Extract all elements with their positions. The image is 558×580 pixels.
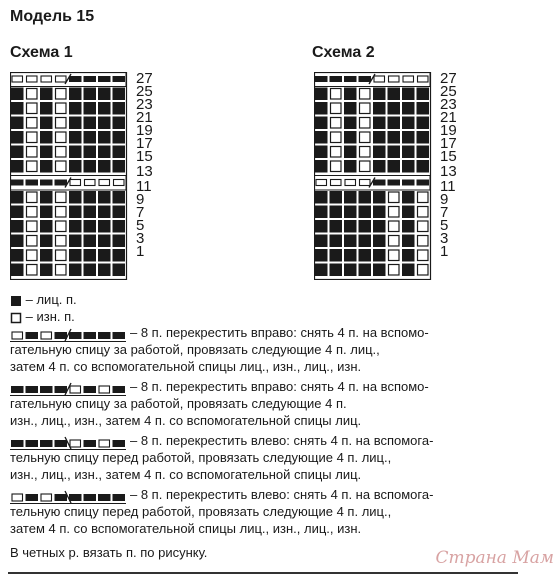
knit-cell bbox=[113, 220, 126, 233]
purl-cell bbox=[56, 132, 67, 143]
knit-cell bbox=[315, 206, 328, 219]
purl-mark bbox=[12, 332, 23, 339]
purl-cell bbox=[56, 147, 67, 158]
knit-cell bbox=[388, 146, 401, 159]
knit-cell bbox=[330, 206, 343, 219]
knit-cell bbox=[84, 264, 97, 277]
knit-mark bbox=[55, 332, 68, 339]
schema-2-title: Схема 2 bbox=[312, 44, 375, 61]
knit-cell bbox=[402, 235, 415, 248]
knit-cell bbox=[69, 102, 82, 115]
purl-mark bbox=[70, 386, 81, 393]
knit-mark bbox=[55, 494, 68, 501]
knit-cell bbox=[344, 146, 357, 159]
knit-cell bbox=[373, 206, 386, 219]
purl-mark bbox=[70, 440, 81, 447]
knit-cell bbox=[98, 160, 111, 173]
purl-mark bbox=[12, 494, 23, 501]
knit-cell bbox=[359, 264, 372, 277]
description-line: затем 4 п. со вспомогательной спицы лиц., изн., лиц., изн. bbox=[10, 359, 362, 374]
knit-cell bbox=[344, 88, 357, 101]
knit-cell bbox=[373, 117, 386, 130]
purl-mark bbox=[41, 494, 52, 501]
knit-cell bbox=[113, 117, 126, 130]
knit-cell bbox=[113, 235, 126, 248]
knit-cell bbox=[84, 131, 97, 144]
knit-cell bbox=[402, 249, 415, 262]
schema-1-row-numbers bbox=[136, 72, 153, 258]
knit-cell bbox=[40, 264, 53, 277]
knit-cell bbox=[69, 235, 82, 248]
purl-stitch-icon bbox=[10, 312, 22, 324]
purl-cell bbox=[331, 132, 342, 143]
cable-description-2 bbox=[130, 378, 429, 395]
row-number: 13 bbox=[136, 163, 153, 180]
knit-cell bbox=[11, 206, 24, 219]
row-number: 19 bbox=[440, 122, 457, 139]
knit-cell bbox=[11, 146, 24, 159]
knit-mark bbox=[26, 494, 39, 501]
purl-cell bbox=[331, 103, 342, 114]
cable-description-4-cont bbox=[10, 503, 391, 537]
purl-cell bbox=[56, 161, 67, 172]
schema-2-chart bbox=[314, 72, 432, 280]
knit-mark bbox=[26, 386, 39, 393]
row-number: 15 bbox=[136, 148, 153, 165]
row-number: 11 bbox=[136, 178, 152, 195]
knit-cell bbox=[402, 160, 415, 173]
row-number: 21 bbox=[440, 109, 457, 126]
purl-cell bbox=[27, 132, 38, 143]
cable-description-2-cont bbox=[10, 395, 361, 429]
row-number: 27 bbox=[136, 70, 153, 87]
knit-cell bbox=[69, 206, 82, 219]
purl-cell bbox=[331, 118, 342, 129]
knit-cell bbox=[359, 220, 372, 233]
knit-cell bbox=[330, 235, 343, 248]
knit-cell bbox=[98, 220, 111, 233]
knit-cell bbox=[373, 102, 386, 115]
purl-cell bbox=[418, 250, 429, 261]
row-number: 11 bbox=[440, 178, 456, 195]
purl-cell bbox=[27, 236, 38, 247]
row-number: 3 bbox=[136, 230, 145, 247]
knit-cell bbox=[98, 131, 111, 144]
row-number: 5 bbox=[440, 217, 449, 234]
knit-cell bbox=[402, 191, 415, 204]
knit-cell bbox=[315, 131, 328, 144]
knit-cell bbox=[84, 220, 97, 233]
knit-cell bbox=[373, 235, 386, 248]
purl-cell bbox=[56, 118, 67, 129]
knit-cell bbox=[11, 117, 24, 130]
schema-2-row-numbers bbox=[440, 72, 457, 258]
cable-description-1-cont bbox=[10, 341, 380, 375]
purl-cell bbox=[418, 221, 429, 232]
schema-2-grid bbox=[314, 72, 432, 280]
purl-cell bbox=[56, 207, 67, 218]
legend-knit bbox=[10, 292, 77, 308]
knit-mark bbox=[98, 494, 111, 501]
purl-cell bbox=[389, 265, 400, 276]
cable-left-knit-icon bbox=[10, 436, 128, 450]
knit-mark bbox=[11, 386, 24, 393]
knit-cell bbox=[344, 264, 357, 277]
purl-cell bbox=[27, 265, 38, 276]
knit-cell bbox=[69, 249, 82, 262]
knit-cell bbox=[373, 249, 386, 262]
row-number: 19 bbox=[136, 122, 153, 139]
knit-cell bbox=[402, 206, 415, 219]
knit-cell bbox=[69, 117, 82, 130]
knit-cell bbox=[315, 220, 328, 233]
knit-cell bbox=[373, 146, 386, 159]
row-number: 25 bbox=[440, 83, 457, 100]
knit-cell bbox=[344, 235, 357, 248]
knit-mark bbox=[84, 440, 97, 447]
knit-cell bbox=[330, 249, 343, 262]
knit-cell bbox=[40, 88, 53, 101]
purl-cell bbox=[56, 103, 67, 114]
row-number: 23 bbox=[136, 96, 153, 113]
knit-mark bbox=[98, 332, 111, 339]
knit-cell bbox=[113, 102, 126, 115]
knit-cell bbox=[84, 102, 97, 115]
purl-cell bbox=[27, 118, 38, 129]
knit-cell bbox=[113, 131, 126, 144]
knit-mark bbox=[84, 386, 97, 393]
cable-description-1 bbox=[130, 324, 429, 341]
row-number: 23 bbox=[440, 96, 457, 113]
knit-cell bbox=[113, 146, 126, 159]
purl-cell bbox=[27, 207, 38, 218]
knit-cell bbox=[373, 264, 386, 277]
watermark: Страна Мам bbox=[435, 548, 554, 568]
description-line: – 8 п. перекрестить влево: снять 4 п. на вспомога- bbox=[130, 433, 434, 448]
knit-cell bbox=[315, 117, 328, 130]
knit-cell bbox=[113, 264, 126, 277]
knit-cell bbox=[330, 220, 343, 233]
purl-cell bbox=[360, 147, 371, 158]
knit-cell bbox=[98, 117, 111, 130]
schema-1-grid bbox=[10, 72, 128, 280]
row-number: 9 bbox=[440, 191, 449, 208]
description-line: гательную спицу за работой, провязать следующие 4 п. лиц., bbox=[10, 342, 380, 357]
knit-cell bbox=[113, 206, 126, 219]
description-line: – 8 п. перекрестить вправо: снять 4 п. на вспомо- bbox=[130, 379, 429, 394]
row-number: 13 bbox=[440, 163, 457, 180]
cable-left-purl-icon bbox=[10, 490, 128, 504]
knit-cell bbox=[113, 88, 126, 101]
purl-cell bbox=[56, 236, 67, 247]
knit-cell bbox=[98, 88, 111, 101]
cable-right-purl-icon bbox=[10, 382, 128, 396]
knit-mark bbox=[113, 386, 126, 393]
knit-cell bbox=[84, 191, 97, 204]
cable-description-3 bbox=[130, 432, 433, 449]
knit-cell bbox=[315, 235, 328, 248]
row-number: 17 bbox=[440, 135, 457, 152]
description-line: изн., лиц., изн., затем 4 п. со вспомогательной спицы лиц. bbox=[10, 413, 362, 428]
knit-cell bbox=[344, 102, 357, 115]
schema-1-title: Схема 1 bbox=[10, 44, 73, 61]
purl-cell bbox=[360, 118, 371, 129]
purl-cell bbox=[56, 89, 67, 100]
row-number: 17 bbox=[136, 135, 153, 152]
cable-description-3-cont bbox=[10, 449, 391, 483]
purl-cell bbox=[331, 89, 342, 100]
knit-cell bbox=[11, 191, 24, 204]
knit-cell bbox=[344, 131, 357, 144]
knit-mark bbox=[11, 440, 24, 447]
row-number: 25 bbox=[136, 83, 153, 100]
knit-cell bbox=[402, 131, 415, 144]
purl-cell bbox=[27, 103, 38, 114]
purl-cell bbox=[27, 192, 38, 203]
purl-mark bbox=[41, 332, 52, 339]
purl-cell bbox=[56, 221, 67, 232]
knit-cell bbox=[40, 102, 53, 115]
bottom-divider bbox=[8, 572, 518, 574]
knit-cell bbox=[40, 191, 53, 204]
knit-cell bbox=[69, 191, 82, 204]
knit-cell bbox=[417, 102, 430, 115]
purl-cell bbox=[56, 265, 67, 276]
knit-cell bbox=[344, 117, 357, 130]
knit-cell bbox=[11, 160, 24, 173]
knit-cell bbox=[98, 191, 111, 204]
knit-cell bbox=[11, 249, 24, 262]
purl-cell bbox=[418, 236, 429, 247]
knit-cell bbox=[315, 160, 328, 173]
knit-mark bbox=[26, 440, 39, 447]
purl-cell bbox=[56, 250, 67, 261]
cable-description-4 bbox=[130, 486, 433, 503]
knit-cell bbox=[69, 131, 82, 144]
knit-cell bbox=[98, 249, 111, 262]
knit-cell bbox=[417, 146, 430, 159]
knit-cell bbox=[40, 235, 53, 248]
knit-cell bbox=[84, 235, 97, 248]
knit-mark bbox=[113, 494, 126, 501]
knit-cell bbox=[69, 220, 82, 233]
knit-cell bbox=[315, 249, 328, 262]
knit-cell bbox=[373, 131, 386, 144]
knit-mark bbox=[84, 494, 97, 501]
knit-mark bbox=[69, 494, 82, 501]
purl-mark bbox=[99, 440, 110, 447]
knit-cell bbox=[330, 191, 343, 204]
knit-cell bbox=[402, 146, 415, 159]
knit-cell bbox=[11, 131, 24, 144]
purl-cell bbox=[418, 192, 429, 203]
knit-cell bbox=[40, 220, 53, 233]
purl-cell bbox=[331, 161, 342, 172]
knit-cell bbox=[98, 206, 111, 219]
knit-cell bbox=[402, 264, 415, 277]
purl-cell bbox=[360, 161, 371, 172]
purl-cell bbox=[27, 250, 38, 261]
knit-cell bbox=[359, 235, 372, 248]
description-line: затем 4 п. со вспомогательной спицы лиц., изн., лиц., изн. bbox=[10, 521, 362, 536]
knit-cell bbox=[69, 160, 82, 173]
knit-cell bbox=[315, 264, 328, 277]
knit-cell bbox=[84, 88, 97, 101]
knit-cell bbox=[417, 131, 430, 144]
knit-cell bbox=[402, 102, 415, 115]
knit-mark bbox=[55, 386, 68, 393]
purl-cell bbox=[360, 132, 371, 143]
knit-cell bbox=[388, 117, 401, 130]
row-number: 9 bbox=[136, 191, 145, 208]
knit-mark bbox=[69, 332, 82, 339]
purl-mark bbox=[99, 386, 110, 393]
purl-cell bbox=[27, 147, 38, 158]
purl-cell bbox=[331, 147, 342, 158]
knit-cell bbox=[344, 249, 357, 262]
knit-cell bbox=[40, 131, 53, 144]
knit-cell bbox=[98, 264, 111, 277]
knit-cell bbox=[344, 206, 357, 219]
knit-mark bbox=[84, 332, 97, 339]
description-line: тельную спицу перед работой, провязать следующие 4 п. лиц., bbox=[10, 450, 392, 465]
knit-cell bbox=[69, 264, 82, 277]
knit-cell bbox=[359, 191, 372, 204]
note: В четных р. вязать п. по рисунку. bbox=[10, 545, 208, 560]
purl-cell bbox=[418, 207, 429, 218]
knit-cell bbox=[359, 249, 372, 262]
knit-mark bbox=[55, 440, 68, 447]
row-number: 1 bbox=[136, 243, 145, 260]
knit-cell bbox=[402, 117, 415, 130]
row-number: 7 bbox=[440, 204, 449, 221]
knit-cell bbox=[417, 88, 430, 101]
knit-cell bbox=[402, 220, 415, 233]
purl-cell bbox=[27, 221, 38, 232]
purl-cell bbox=[389, 207, 400, 218]
description-line: тельную спицу перед работой, провязать следующие 4 п. лиц., bbox=[10, 504, 392, 519]
knit-cell bbox=[373, 191, 386, 204]
knit-cell bbox=[330, 264, 343, 277]
row-number: 1 bbox=[440, 243, 449, 260]
knit-cell bbox=[84, 160, 97, 173]
knit-cell bbox=[11, 88, 24, 101]
knit-cell bbox=[373, 220, 386, 233]
page-title: Модель 15 bbox=[10, 8, 95, 25]
knit-cell bbox=[11, 235, 24, 248]
knit-cell bbox=[373, 88, 386, 101]
row-number: 21 bbox=[136, 109, 153, 126]
knit-cell bbox=[11, 264, 24, 277]
knit-cell bbox=[69, 88, 82, 101]
description-line: – 8 п. перекрестить влево: снять 4 п. на вспомога- bbox=[130, 487, 434, 502]
knit-cell bbox=[388, 88, 401, 101]
knit-cell bbox=[84, 206, 97, 219]
legend-purl-label: – изн. п. bbox=[25, 309, 75, 324]
knit-cell bbox=[84, 117, 97, 130]
knit-cell bbox=[315, 146, 328, 159]
knit-cell bbox=[344, 191, 357, 204]
knit-cell bbox=[344, 220, 357, 233]
knit-cell bbox=[40, 160, 53, 173]
knit-cell bbox=[40, 146, 53, 159]
knit-mark bbox=[113, 332, 126, 339]
purl-cell bbox=[56, 192, 67, 203]
row-number: 27 bbox=[440, 70, 457, 87]
knit-cell bbox=[98, 102, 111, 115]
knit-cell bbox=[40, 206, 53, 219]
knit-cell bbox=[344, 160, 357, 173]
knit-cell bbox=[388, 160, 401, 173]
knit-mark bbox=[26, 332, 39, 339]
knit-cell bbox=[315, 88, 328, 101]
purl-cell bbox=[389, 192, 400, 203]
knit-cell bbox=[84, 249, 97, 262]
legend-purl bbox=[10, 309, 75, 325]
purl-cell bbox=[418, 265, 429, 276]
purl-cell bbox=[389, 236, 400, 247]
knit-cell bbox=[417, 117, 430, 130]
row-number: 5 bbox=[136, 217, 145, 234]
purl-cell bbox=[389, 250, 400, 261]
knit-cell bbox=[11, 102, 24, 115]
knit-cell bbox=[40, 117, 53, 130]
knit-cell bbox=[388, 102, 401, 115]
knit-cell bbox=[315, 191, 328, 204]
row-number: 15 bbox=[440, 148, 457, 165]
knit-mark bbox=[40, 386, 53, 393]
knit-cell bbox=[84, 146, 97, 159]
knit-stitch-icon bbox=[10, 295, 22, 307]
purl-cell bbox=[27, 89, 38, 100]
knit-cell bbox=[113, 191, 126, 204]
knit-cell bbox=[373, 160, 386, 173]
row-number: 7 bbox=[136, 204, 145, 221]
knit-mark bbox=[40, 440, 53, 447]
purl-cell bbox=[27, 161, 38, 172]
knit-cell bbox=[315, 102, 328, 115]
knit-cell bbox=[113, 249, 126, 262]
knit-cell bbox=[359, 206, 372, 219]
knit-cell bbox=[69, 146, 82, 159]
schema-1-chart bbox=[10, 72, 128, 280]
purl-cell bbox=[360, 103, 371, 114]
knit-cell bbox=[113, 160, 126, 173]
knit-cell bbox=[11, 220, 24, 233]
knit-cell bbox=[98, 146, 111, 159]
purl-cell bbox=[389, 221, 400, 232]
knit-cell bbox=[40, 249, 53, 262]
cable-right-knit-icon bbox=[10, 328, 128, 342]
legend-knit-label: – лиц. п. bbox=[25, 292, 77, 307]
knit-mark bbox=[113, 440, 126, 447]
knit-cell bbox=[388, 131, 401, 144]
purl-cell bbox=[360, 89, 371, 100]
row-number: 3 bbox=[440, 230, 449, 247]
knit-cell bbox=[98, 235, 111, 248]
description-line: гательную спицу за работой, провязать следующие 4 п. bbox=[10, 396, 347, 411]
knit-cell bbox=[417, 160, 430, 173]
description-line: – 8 п. перекрестить вправо: снять 4 п. на вспомо- bbox=[130, 325, 429, 340]
knit-cell bbox=[402, 88, 415, 101]
description-line: изн., лиц., изн., затем 4 п. со вспомогательной спицы лиц. bbox=[10, 467, 362, 482]
